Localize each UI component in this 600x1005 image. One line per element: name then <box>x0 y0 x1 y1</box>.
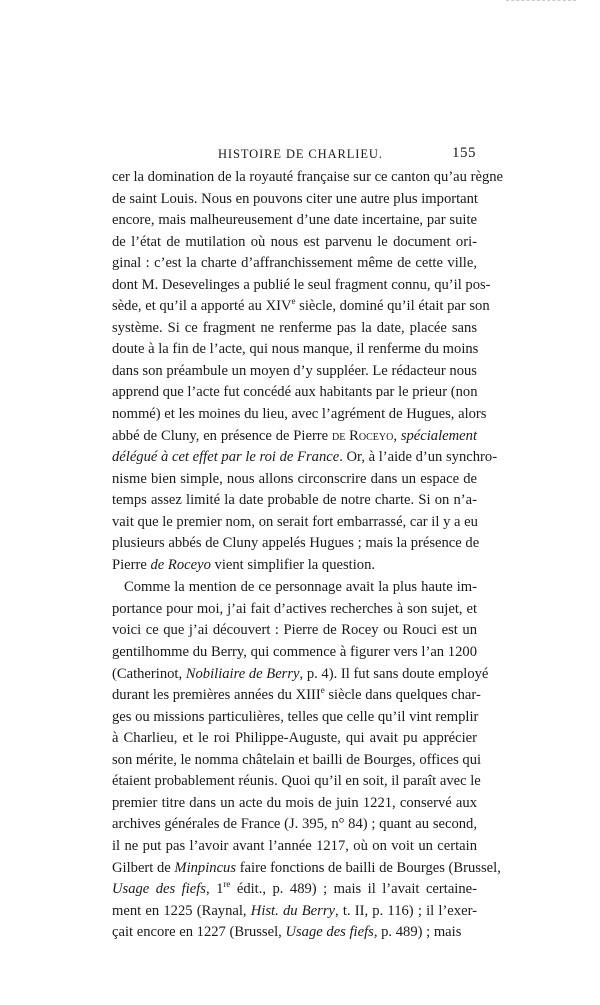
text-line: Comme la mention de ce personnage avait la plus haute im- <box>124 579 477 596</box>
text-line: (Catherinot, Nobiliaire de Berry, p. 4). Il fut sans doute employé <box>112 665 489 682</box>
text-line: voici ce que j’ai découvert : Pierre de Rocey ou Rouci est un <box>112 622 477 639</box>
text-line: sède, et qu’il a apporté au XIVe siècle, dominé qu’il était par son <box>112 296 490 315</box>
text-line: ment en 1225 (Raynal, Hist. du Berry, t. II, p. 116) ; il l’exer- <box>112 902 477 919</box>
body-text <box>112 167 504 944</box>
superscript: e <box>291 296 296 307</box>
text-line: dont M. Desevelinges a publié le seul fragment connu, qu’il pos- <box>112 276 491 293</box>
text-line: Gilbert de Minpincus faire fonctions de bailli de Bourges (Brussel, <box>112 859 501 876</box>
text-line: ginal : c’est la charte d’affranchissement même de cette ville, <box>112 255 477 272</box>
italic-text: Minpincus <box>174 859 237 876</box>
text-line: archives générales de France (J. 395, n° 84) ; quant au second, <box>112 816 477 833</box>
text-line: cer la domination de la royauté française sur ce canton qu’au règne <box>112 169 504 185</box>
italic-text: Nobiliaire de Berry <box>185 665 300 682</box>
text-line: système. Si ce fragment ne renferme pas la date, placée sans <box>112 319 477 336</box>
text-line: encore, mais malheureusement d’une date incertaine, par suite <box>112 212 477 229</box>
italic-text: de Roceyo <box>150 556 211 573</box>
italic-text: Hist. du Berry <box>250 902 335 919</box>
text-line: étaient probablement réunis. Quoi qu’il en soit, il paraît avec le <box>112 773 481 790</box>
text-line: temps assez limité la date probable de notre charte. Si on n’a- <box>112 492 477 509</box>
page-header <box>112 147 476 167</box>
superscript: re <box>223 879 231 890</box>
text-line: durant les premières années du XIIIe siècle dans quelques char- <box>112 685 481 704</box>
text-line: doute à la fin de l’acte, qui nous manque, il renferme du moins <box>112 341 479 358</box>
text-line: portance pour moi, j’ai fait d’actives recherches à son sujet, et <box>112 600 477 617</box>
text-line: nommé) et les moines du lieu, avec l’agrément de Hugues, alors <box>112 406 487 423</box>
text-line: Usage des fiefs, 1re édit., p. 489) ; mais il l’avait certaine- <box>112 879 477 898</box>
text-line: de l’état de mutilation où nous est parvenu le document ori- <box>112 233 477 250</box>
text-line: dans son préambule un moyen d’y suppléer. Le rédacteur nous <box>112 362 477 379</box>
text-line: ges ou missions particulières, telles que celle qu’il vint remplir <box>112 708 479 725</box>
italic-text: Usage des fiefs <box>285 924 374 941</box>
text-line: nisme bien simple, nous allons circonscrire dans un espace de <box>112 470 477 487</box>
text-line: son mérite, le nomma châtelain et bailli de Bourges, offices qui <box>112 751 482 768</box>
italic-text: délégué à cet effet par le roi de France <box>112 449 340 466</box>
text-line: premier titre dans un acte du mois de juin 1221, conservé aux <box>112 794 477 811</box>
small-caps-name: de Roceyo <box>331 427 394 444</box>
text-line: Pierre de Roceyo vient simplifier la question. <box>112 556 376 573</box>
running-title: HISTOIRE DE CHARLIEU. <box>218 147 383 161</box>
scan-edge-marks <box>506 0 576 4</box>
italic-text: Usage des fiefs <box>112 881 206 898</box>
superscript: e <box>320 685 325 696</box>
text-line: gentilhomme du Berry, qui commence à figurer vers l’an 1200 <box>112 644 477 661</box>
page-number: 155 <box>452 145 476 161</box>
text-line: plusieurs abbés de Cluny appelés Hugues ; mais la présence de <box>112 535 480 552</box>
text-line: de saint Louis. Nous en pouvons citer une autre plus important <box>112 190 478 207</box>
italic-text: spécialement <box>400 427 477 444</box>
text-line: vait que le premier nom, on serait fort embarrassé, car il y a eu <box>112 513 478 530</box>
text-line: à Charlieu, et le roi Philippe-Auguste, qui avait pu apprécier <box>112 730 477 747</box>
text-line: çait encore en 1227 (Brussel, Usage des fiefs, p. 489) ; mais <box>112 924 462 941</box>
text-line: apprend que l’acte fut concédé aux habitants par le prieur (non <box>112 384 478 401</box>
text-line: il ne put pas l’avoir avant l’année 1217, où on voit un certain <box>112 837 477 854</box>
text-line: abbé de Cluny, en présence de Pierre de Roceyo, spécialement <box>112 427 477 444</box>
text-line: délégué à cet effet par le roi de France. Or, à l’aide d’un synchro- <box>112 449 498 466</box>
